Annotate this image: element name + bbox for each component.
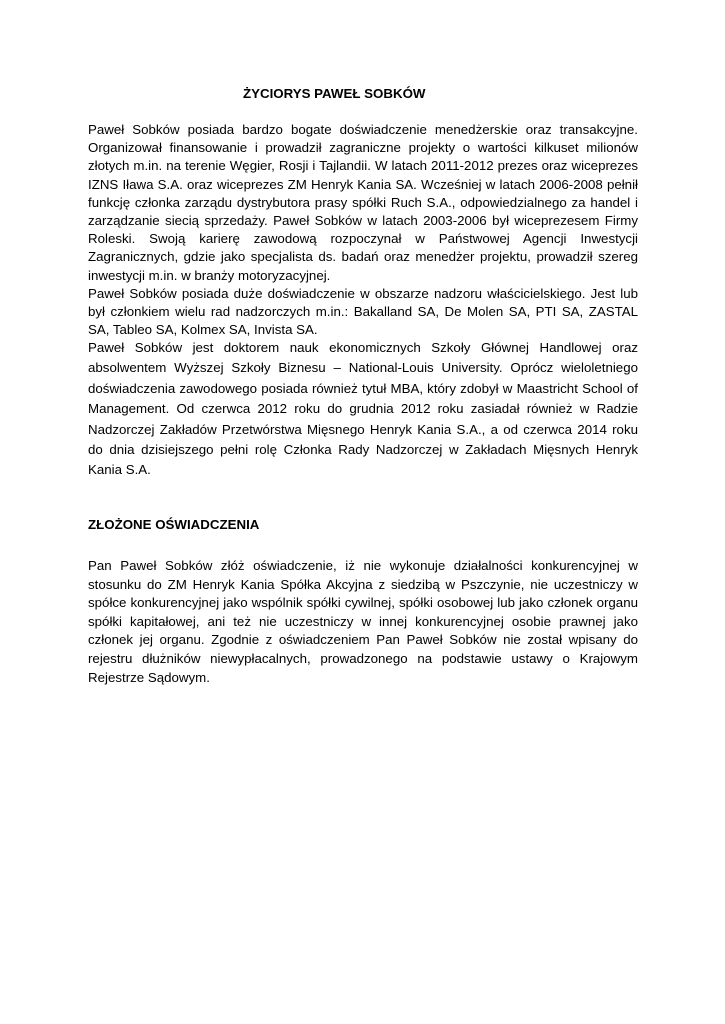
- bio-paragraph-experience: Paweł Sobków posiada bardzo bogate doświadczenie menedżerskie oraz transakcyjne. Organizował finansowanie i prowadził zagraniczne projekty o wartości kilkuset milionów złotych m.in. na terenie Węgier, Rosji i Tajlandii. W latach 2011-2012 prezes oraz wiceprezes IZNS Iława S.A. oraz wiceprezes ZM Henryk Kania SA. Wcześniej w latach 2006-2008 pełnił funkcję członka zarządu dystrybutora prasy spółki Ruch S.A., odpowiedzialnego za handel i zarządzanie siecią sprzedaży. Paweł Sobków w latach 2003-2006 był wiceprezesem Firmy Roleski. Swoją karierę zawodową rozpoczynał w Państwowej Agencji Inwestycji Zagranicznych, gdzie jako specjalista ds. badań oraz menedżer projektu, prowadził szereg inwestycji m.in. w branży motoryzacyjnej.: [88, 122, 638, 283]
- section-heading-declarations: ZŁOŻONE OŚWIADCZENIA: [88, 517, 260, 532]
- declarations-paragraph: Pan Paweł Sobków złóż oświadczenie, iż nie wykonuje działalności konkurencyjnej w stosunku do ZM Henryk Kania Spółka Akcyjna z siedzibą w Pszczynie, nie uczestniczy w spółce konkurencyjnej jako wspólnik spółki cywilnej, spółki osobowej lub jako członek organu spółki kapitałowej, ani też nie uczestniczy w innej konkurencyjnej osobie prawnej jako członek jej organu. Zgodnie z oświadczeniem Pan Paweł Sobków nie został wpisany do rejestru dłużników niewypłacalnych, prowadzonego na podstawie ustawy o Krajowym Rejestrze Sądowym.: [88, 558, 638, 685]
- bio-paragraph-supervisory-boards: Paweł Sobków posiada duże doświadczenie w obszarze nadzoru właścicielskiego. Jest lub był członkiem wielu rad nadzorczych m.in.: Bakalland SA, De Molen SA, PTI SA, ZASTAL SA, Tableo SA, Kolmex SA, Invista SA.: [88, 286, 638, 338]
- document-title: ŻYCIORYS PAWEŁ SOBKÓW: [243, 86, 426, 101]
- bio-paragraph-education: Paweł Sobków jest doktorem nauk ekonomicznych Szkoły Głównej Handlowej oraz absolwentem Wyższej Szkoły Biznesu – National-Louis University. Oprócz wieloletniego doświadczenia zawodowego posiada również tytuł MBA, który zdobył w Maastricht School of Management. Od czerwca 2012 roku do grudnia 2012 roku zasiadał również w Radzie Nadzorczej Zakładów Przetwórstwa Mięsnego Henryk Kania S.A., a od czerwca 2014 roku do dnia dzisiejszego pełni rolę Członka Rady Nadzorczej w Zakładach Mięsnych Henryk Kania S.A.: [88, 340, 638, 478]
